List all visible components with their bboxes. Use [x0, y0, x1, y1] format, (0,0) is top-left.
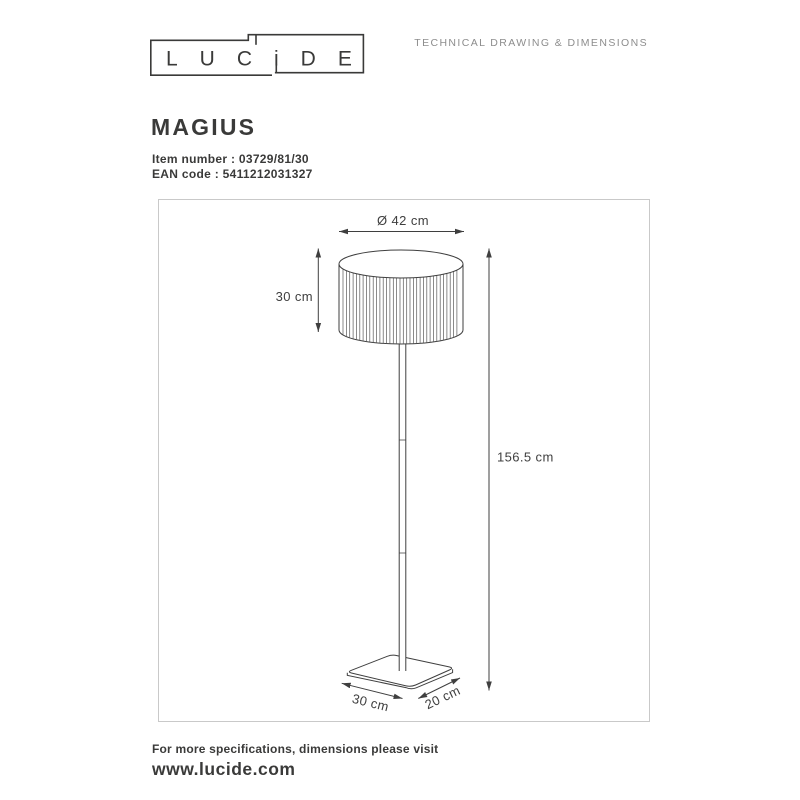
dimension-label-total-height: 156.5 cm — [497, 449, 554, 465]
dimension-shade-height — [276, 249, 319, 333]
product-meta — [152, 152, 313, 182]
dimension-base-width — [342, 683, 403, 714]
logo-text: LUCiDE — [166, 47, 374, 71]
lucide-logo — [145, 28, 380, 83]
dimension-total-height — [489, 249, 554, 691]
dimension-label-base-depth: 20 cm — [422, 682, 463, 713]
pole-body — [399, 344, 406, 671]
header-subtitle: TECHNICAL DRAWING & DIMENSIONS — [414, 37, 648, 49]
dimension-shade-diameter — [339, 213, 464, 232]
lamp-technical-drawing — [158, 199, 650, 722]
product-item-number: Item number : 03729/81/30 — [152, 152, 309, 166]
footer-note: For more specifications, dimensions please visit — [152, 742, 439, 756]
shade-bottom-arc — [339, 330, 463, 344]
dimension-base-depth — [418, 678, 462, 712]
shade-pleats — [343, 269, 457, 344]
footer-website-link[interactable]: www.lucide.com — [152, 759, 296, 779]
product-title: MAGIUS — [151, 114, 257, 140]
dimension-label-base-width: 30 cm — [350, 690, 391, 715]
footer — [152, 742, 438, 780]
lamp-pole — [399, 344, 406, 671]
dimension-label-diameter: Ø 42 cm — [377, 213, 429, 228]
dimension-label-shade-height: 30 cm — [275, 289, 313, 304]
shade-top-ellipse — [339, 250, 463, 278]
product-ean-code: EAN code : 5411212031327 — [152, 167, 313, 181]
lamp-shade — [339, 250, 463, 344]
